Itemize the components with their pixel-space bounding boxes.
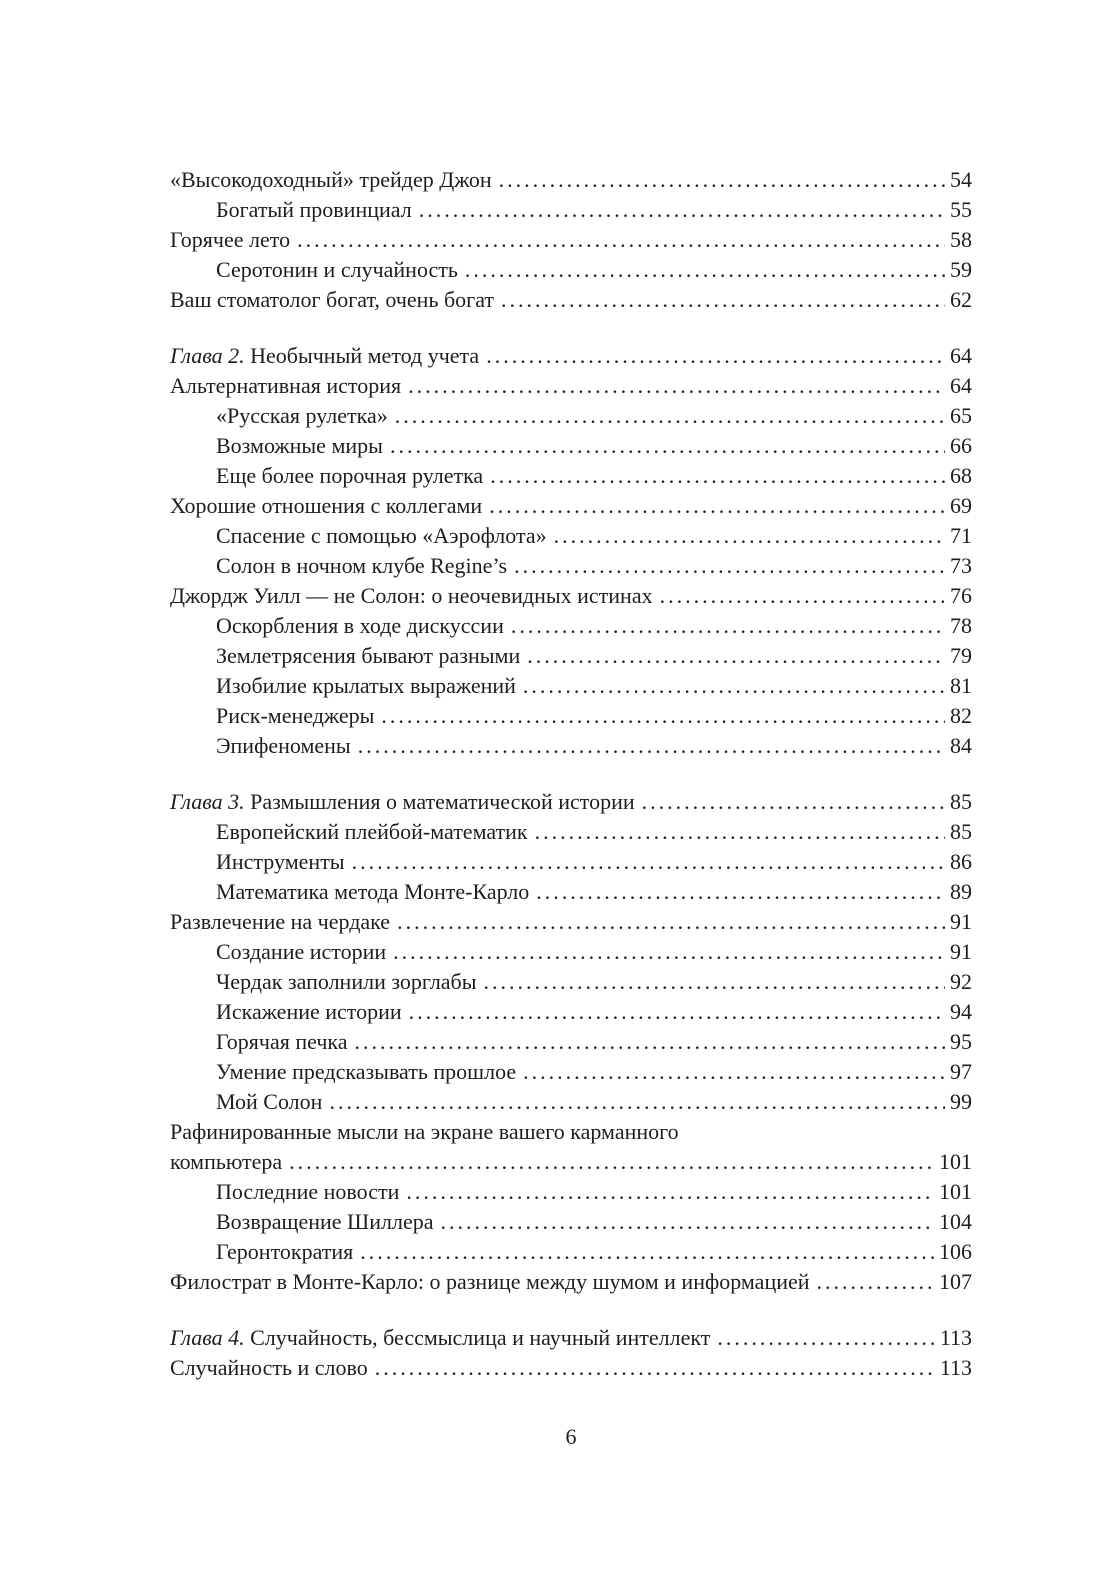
dot-leader xyxy=(484,967,945,997)
dot-leader xyxy=(523,671,945,701)
toc-entry-title xyxy=(216,937,386,967)
toc-entry-title xyxy=(216,195,412,225)
toc-entry-page: 59 xyxy=(950,257,972,282)
toc-entry-title xyxy=(170,165,492,195)
toc-entry-text: Солон в ночном клубе Regine’s xyxy=(216,553,508,578)
dot-leader xyxy=(358,731,945,761)
toc-entry-title xyxy=(216,401,388,431)
toc-entry-text: Хорошие отношения с коллегами xyxy=(170,493,483,518)
toc-entry xyxy=(170,195,972,225)
toc-entry-text: «Русская рулетка» xyxy=(216,403,388,428)
dot-leader xyxy=(360,1237,934,1267)
toc-entry-page: 106 xyxy=(939,1239,972,1264)
dot-leader xyxy=(408,371,945,401)
toc-entry-text: Горячая печка xyxy=(216,1029,348,1054)
toc-entry-page: 91 xyxy=(950,939,972,964)
toc-entry-title xyxy=(216,551,507,581)
dot-leader xyxy=(395,401,945,431)
toc-entry-text: Ваш стоматолог богат, очень богат xyxy=(170,287,495,312)
toc-entry-page: 99 xyxy=(950,1089,972,1114)
toc-entry-page: 62 xyxy=(950,287,972,312)
toc-entry xyxy=(170,787,972,817)
dot-leader xyxy=(523,1057,945,1087)
dot-leader xyxy=(409,997,945,1027)
toc-entry-title xyxy=(170,581,653,611)
dot-leader xyxy=(297,225,945,255)
toc-entry-page: 64 xyxy=(950,373,972,398)
toc-entry-text: Умение предсказывать прошлое xyxy=(216,1059,517,1084)
dot-leader xyxy=(352,847,945,877)
toc-entry-page: 107 xyxy=(939,1269,972,1294)
toc-entry xyxy=(170,371,972,401)
toc-entry-title xyxy=(216,731,351,761)
toc-entry-page: 79 xyxy=(950,643,972,668)
toc-entry-title xyxy=(216,701,374,731)
dot-leader xyxy=(381,701,945,731)
toc-entry xyxy=(170,877,972,907)
dot-leader xyxy=(501,285,945,315)
toc-entry-title xyxy=(216,877,529,907)
toc-entry-title xyxy=(216,967,477,997)
toc-entry-text: Геронтократия xyxy=(216,1239,354,1264)
toc-entry-title xyxy=(216,255,458,285)
toc-entry-title xyxy=(170,907,390,937)
dot-leader xyxy=(390,431,945,461)
toc-entry-title xyxy=(170,341,479,371)
toc-entry-text: Чердак заполнили зорглабы xyxy=(216,969,477,994)
toc-entry-page: 104 xyxy=(939,1209,972,1234)
toc-entry xyxy=(170,165,972,195)
toc-entry-title xyxy=(216,671,516,701)
toc-entry xyxy=(170,1117,972,1147)
dot-leader xyxy=(393,937,945,967)
toc-entry xyxy=(170,731,972,761)
toc-entry xyxy=(170,521,972,551)
toc-entry-page: 68 xyxy=(950,463,972,488)
toc-entry-text: Богатый провинциал xyxy=(216,197,412,222)
toc-entry-title xyxy=(170,285,494,315)
toc-entry-title xyxy=(216,641,520,671)
toc-entry xyxy=(170,1087,972,1117)
toc-entry-title xyxy=(170,1267,810,1297)
dot-leader xyxy=(329,1087,945,1117)
toc-entry-page: 65 xyxy=(950,403,972,428)
toc-entry-text: Случайность, бессмыслица и научный интеллект xyxy=(244,1325,711,1350)
toc-entry-title xyxy=(216,1237,353,1267)
dot-leader xyxy=(660,581,945,611)
dot-leader xyxy=(486,341,945,371)
toc-entry-text: компьютера xyxy=(170,1149,283,1174)
toc-entry-page: 84 xyxy=(950,733,972,758)
toc-entry-page: 55 xyxy=(950,197,972,222)
toc-entry-page: 76 xyxy=(950,583,972,608)
toc-entry-title xyxy=(216,521,547,551)
toc-entry-page: 101 xyxy=(939,1149,972,1174)
toc-entry-title xyxy=(170,1147,282,1177)
toc-entry-page: 113 xyxy=(939,1325,972,1350)
dot-leader xyxy=(535,817,945,847)
toc-entry xyxy=(170,937,972,967)
toc-entry-page: 97 xyxy=(950,1059,972,1084)
toc-entry-page: 95 xyxy=(950,1029,972,1054)
toc-entry-text: Размышления о математической истории xyxy=(244,789,635,814)
toc-entry-title xyxy=(216,1057,516,1087)
toc-entry-text: Эпифеномены xyxy=(216,733,351,758)
toc-entry-title xyxy=(170,787,635,817)
dot-leader xyxy=(375,1353,935,1383)
toc-entry-page: 89 xyxy=(950,879,972,904)
toc-entry xyxy=(170,967,972,997)
toc-entry xyxy=(170,1057,972,1087)
toc-entry-text: Джордж Уилл — не Солон: о неочевидных истинах xyxy=(170,583,653,608)
toc-entry-title xyxy=(216,611,504,641)
toc-entry-page: 85 xyxy=(950,789,972,814)
dot-leader xyxy=(527,641,945,671)
toc-entry xyxy=(170,701,972,731)
toc-entry-text: Землетрясения бывают разными xyxy=(216,643,521,668)
toc-entry-text: Филострат в Монте-Карло: о разнице между шумом и информацией xyxy=(170,1269,810,1294)
toc-entry xyxy=(170,847,972,877)
toc-entry-title xyxy=(216,461,483,491)
dot-leader xyxy=(289,1147,934,1177)
dot-leader xyxy=(489,491,945,521)
toc-entry-text: Искажение истории xyxy=(216,999,402,1024)
toc-entry-page: 85 xyxy=(950,819,972,844)
table-of-contents xyxy=(170,165,972,1383)
dot-leader xyxy=(490,461,945,491)
toc-entry-text: Математика метода Монте-Карло xyxy=(216,879,530,904)
toc-entry-title xyxy=(216,847,345,877)
toc-entry-text: Горячее лето xyxy=(170,227,291,252)
toc-entry xyxy=(170,1027,972,1057)
toc-entry-text: Возвращение Шиллера xyxy=(216,1209,434,1234)
toc-entry-text: Изобилие крылатых выражений xyxy=(216,673,516,698)
toc-entry xyxy=(170,491,972,521)
dot-leader xyxy=(514,551,945,581)
toc-entry xyxy=(170,1177,972,1207)
toc-entry-page: 54 xyxy=(950,167,972,192)
toc-entry-title xyxy=(216,817,528,847)
toc-entry xyxy=(170,611,972,641)
toc-entry-page: 81 xyxy=(950,673,972,698)
toc-entry-text: Риск-менеджеры xyxy=(216,703,375,728)
toc-entry-title xyxy=(216,431,383,461)
toc-entry-title xyxy=(216,1177,399,1207)
toc-entry xyxy=(170,671,972,701)
dot-leader xyxy=(499,165,945,195)
dot-leader xyxy=(511,611,945,641)
toc-entry-text: Европейский плейбой-математик xyxy=(216,819,528,844)
dot-leader xyxy=(536,877,945,907)
toc-entry-text: Последние новости xyxy=(216,1179,400,1204)
toc-entry xyxy=(170,285,972,315)
toc-entry xyxy=(170,1267,972,1297)
toc-entry xyxy=(170,431,972,461)
toc-entry-title xyxy=(170,225,290,255)
dot-leader xyxy=(406,1177,934,1207)
toc-entry-title xyxy=(170,491,482,521)
toc-entry xyxy=(170,461,972,491)
toc-entry-page: 69 xyxy=(950,493,972,518)
chapter-prefix: Глава 4. xyxy=(170,1325,245,1350)
toc-entry-text: «Высокодоходный» трейдер Джон xyxy=(170,167,492,192)
toc-entry-text: Оскорбления в ходе дискуссии xyxy=(216,613,504,638)
toc-entry xyxy=(170,341,972,371)
page-number: 6 xyxy=(565,1424,577,1449)
toc-entry-text: Спасение с помощью «Аэрофлота» xyxy=(216,523,547,548)
toc-entry-title xyxy=(170,371,401,401)
toc-entry-title xyxy=(216,1087,322,1117)
toc-entry-page: 82 xyxy=(950,703,972,728)
toc-entry xyxy=(170,581,972,611)
dot-leader xyxy=(642,787,945,817)
toc-entry-page: 66 xyxy=(950,433,972,458)
dot-leader xyxy=(419,195,945,225)
toc-entry-text: Рафинированные мысли на экране вашего карманного xyxy=(170,1119,679,1144)
toc-entry-page: 78 xyxy=(950,613,972,638)
toc-entry-text: Возможные миры xyxy=(216,433,383,458)
dot-leader xyxy=(397,907,945,937)
toc-entry-page: 64 xyxy=(950,343,972,368)
toc-entry-text: Необычный метод учета xyxy=(244,343,480,368)
toc-entry-page: 86 xyxy=(950,849,972,874)
dot-leader xyxy=(465,255,945,285)
toc-entry xyxy=(170,225,972,255)
chapter-prefix: Глава 2. xyxy=(170,343,245,368)
toc-entry xyxy=(170,1237,972,1267)
dot-leader xyxy=(441,1207,935,1237)
toc-entry-text: Случайность и слово xyxy=(170,1355,368,1380)
toc-entry xyxy=(170,641,972,671)
toc-entry-page: 71 xyxy=(950,523,972,548)
dot-leader xyxy=(717,1323,934,1353)
dot-leader xyxy=(554,521,945,551)
toc-entry-page: 73 xyxy=(950,553,972,578)
toc-entry-text: Мой Солон xyxy=(216,1089,323,1114)
toc-entry xyxy=(170,817,972,847)
toc-entry-text: Создание истории xyxy=(216,939,387,964)
toc-entry-text: Инструменты xyxy=(216,849,345,874)
toc-entry-page: 91 xyxy=(950,909,972,934)
toc-entry-text: Еще более порочная рулетка xyxy=(216,463,484,488)
toc-entry-page: 94 xyxy=(950,999,972,1024)
toc-entry xyxy=(170,401,972,431)
chapter-prefix: Глава 3. xyxy=(170,789,245,814)
toc-entry-title xyxy=(216,1207,434,1237)
toc-entry-title xyxy=(170,1323,710,1353)
toc-entry-title xyxy=(216,1027,348,1057)
toc-entry-title xyxy=(216,997,402,1027)
toc-entry-title xyxy=(170,1353,368,1383)
toc-entry xyxy=(170,1147,972,1177)
toc-entry xyxy=(170,551,972,581)
toc-entry xyxy=(170,997,972,1027)
toc-entry xyxy=(170,907,972,937)
toc-entry-text: Серотонин и случайность xyxy=(216,257,458,282)
toc-entry xyxy=(170,1323,972,1353)
toc-entry xyxy=(170,1207,972,1237)
toc-entry-text: Развлечение на чердаке xyxy=(170,909,391,934)
toc-entry-title xyxy=(170,1117,679,1147)
dot-leader xyxy=(355,1027,945,1057)
toc-entry-page: 58 xyxy=(950,227,972,252)
dot-leader xyxy=(817,1267,934,1297)
toc-entry-page: 92 xyxy=(950,969,972,994)
toc-entry xyxy=(170,1353,972,1383)
toc-entry-text: Альтернативная история xyxy=(170,373,402,398)
toc-entry-page: 101 xyxy=(939,1179,972,1204)
toc-entry xyxy=(170,255,972,285)
toc-entry-page: 113 xyxy=(939,1355,972,1380)
